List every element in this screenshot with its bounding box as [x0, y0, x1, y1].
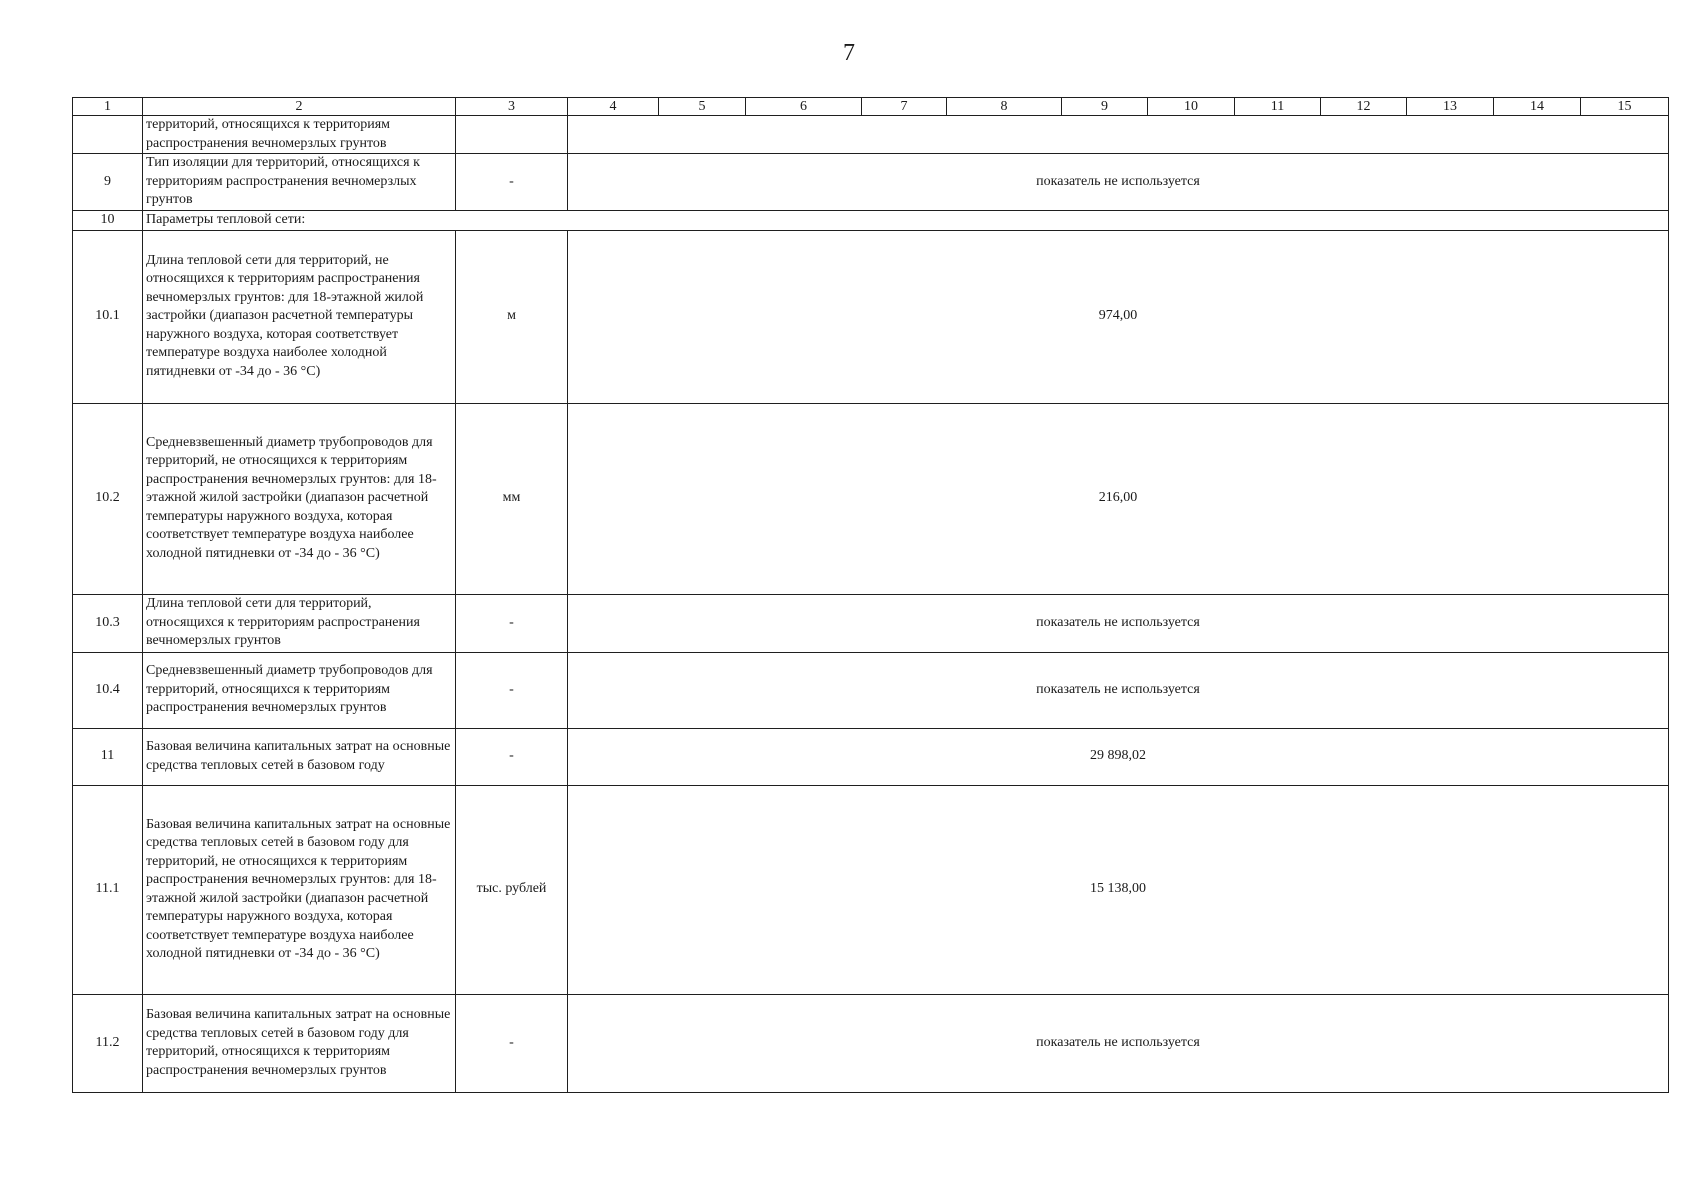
column-header: 10: [1148, 98, 1235, 116]
row-number: 9: [73, 154, 143, 211]
table-row: [73, 154, 1669, 211]
row-unit: -: [456, 154, 568, 211]
row-value: показатель не используется: [568, 652, 1669, 728]
row-value: 29 898,02: [568, 728, 1669, 785]
row-unit: тыс. рублей: [456, 785, 568, 994]
column-header: 12: [1321, 98, 1407, 116]
column-header: 14: [1494, 98, 1581, 116]
row-number: 11: [73, 728, 143, 785]
table-row: [73, 594, 1669, 652]
row-name: Базовая величина капитальных затрат на основные средства тепловых сетей в базовом году для территорий, не относящихся к территориям распространения вечномерзлых грунтов: для 18-этажной жилой застройки (диапазон расчетной температуры наружного воздуха, которая соответствует температуре воздуха наиболее холодной пятидневки от -34 до - 36 °С): [143, 785, 456, 994]
table-row: [73, 116, 1669, 154]
row-value: 15 138,00: [568, 785, 1669, 994]
row-unit: -: [456, 594, 568, 652]
row-unit: мм: [456, 403, 568, 594]
row-number: [73, 116, 143, 154]
table-row: [73, 403, 1669, 594]
row-name: территорий, относящихся к территориям распространения вечномерзлых грунтов: [143, 116, 456, 154]
table-row: [73, 994, 1669, 1092]
page-number: 7: [843, 40, 855, 66]
row-number: 10.4: [73, 652, 143, 728]
row-value: 974,00: [568, 230, 1669, 403]
row-name: Тип изоляции для территорий, относящихся к территориям распространения вечномерзлых грунтов: [143, 154, 456, 211]
column-header: 15: [1581, 98, 1669, 116]
column-header: 4: [568, 98, 659, 116]
column-header: 7: [862, 98, 947, 116]
indicators-table: [72, 97, 1669, 1093]
column-header: 13: [1407, 98, 1494, 116]
row-value: показатель не используется: [568, 154, 1669, 211]
row-value: 216,00: [568, 403, 1669, 594]
column-header: 8: [947, 98, 1062, 116]
column-number-row: [73, 98, 1669, 116]
row-name: Базовая величина капитальных затрат на основные средства тепловых сетей в базовом году для территорий, относящихся к территориям распространения вечномерзлых грунтов: [143, 994, 456, 1092]
row-number: 10.2: [73, 403, 143, 594]
row-name: Параметры тепловой сети:: [143, 211, 1669, 231]
row-number: 10.1: [73, 230, 143, 403]
column-header: 5: [659, 98, 746, 116]
row-number: 11.1: [73, 785, 143, 994]
row-unit: -: [456, 728, 568, 785]
table-row: [73, 230, 1669, 403]
column-header: 2: [143, 98, 456, 116]
row-unit: [456, 116, 568, 154]
row-unit: м: [456, 230, 568, 403]
table-row: [73, 785, 1669, 994]
row-name: Базовая величина капитальных затрат на основные средства тепловых сетей в базовом году: [143, 728, 456, 785]
row-unit: -: [456, 994, 568, 1092]
column-header: 11: [1235, 98, 1321, 116]
table-row: [73, 211, 1669, 231]
column-header: 9: [1062, 98, 1148, 116]
row-number: 10: [73, 211, 143, 231]
row-value: показатель не используется: [568, 994, 1669, 1092]
column-header: 3: [456, 98, 568, 116]
row-unit: -: [456, 652, 568, 728]
row-value: показатель не используется: [568, 594, 1669, 652]
row-name: Средневзвешенный диаметр трубопроводов для территорий, относящихся к территориям распространения вечномерзлых грунтов: [143, 652, 456, 728]
column-header: 6: [746, 98, 862, 116]
row-number: 11.2: [73, 994, 143, 1092]
row-name: Длина тепловой сети для территорий, не относящихся к территориям распространения вечномерзлых грунтов: для 18-этажной жилой застройки (диапазон расчетной температуры наружного воздуха, которая соответствует температуре воздуха наиболее холодной пятидневки от -34 до - 36 °С): [143, 230, 456, 403]
row-number: 10.3: [73, 594, 143, 652]
row-name: Длина тепловой сети для территорий, относящихся к территориям распространения вечномерзлых грунтов: [143, 594, 456, 652]
table-row: [73, 728, 1669, 785]
row-name: Средневзвешенный диаметр трубопроводов для территорий, не относящихся к территориям распространения вечномерзлых грунтов: для 18-этажной жилой застройки (диапазон расчетной температуры наружного воздуха, которая соответствует температуре воздуха наиболее холодной пятидневки от -34 до - 36 °С): [143, 403, 456, 594]
table-row: [73, 652, 1669, 728]
row-value: [568, 116, 1669, 154]
column-header: 1: [73, 98, 143, 116]
